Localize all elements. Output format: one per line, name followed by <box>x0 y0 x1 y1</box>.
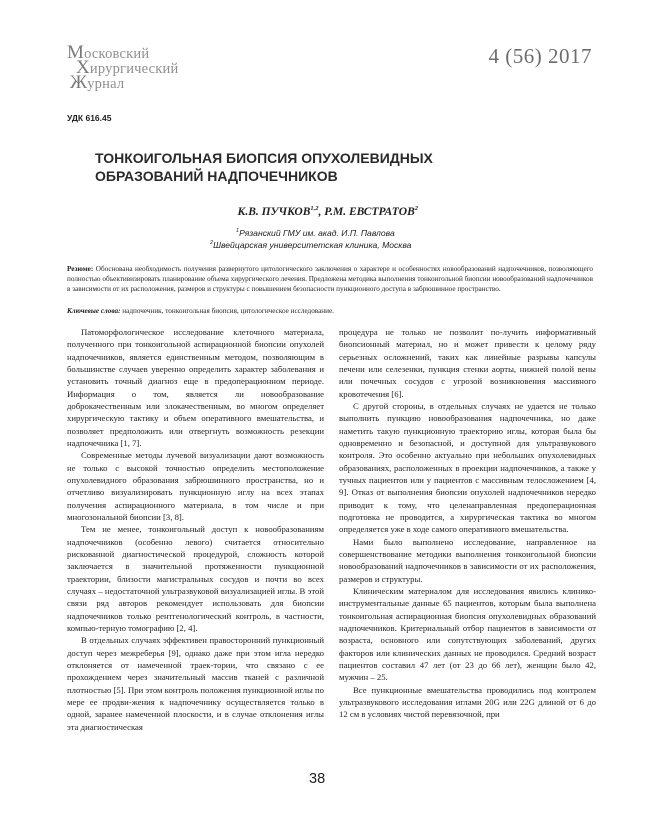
article-title <box>95 149 515 185</box>
author-affiliation-mark: 1,2 <box>310 205 319 212</box>
keywords-label: Ключевые слова: <box>67 307 121 315</box>
paragraph: Патоморфологическое исследование клеточного материала, полученного при тонкоигольной аспирационной биопсии опухолей надпочечников, является единственным методом, позволяющим в большинстве случаев уверенно определить характер заболевания и установить точный диагноз еще в предоперационном периоде. Информация о том, является ли новообразование доброкачественным или злокачественным, во многом определяет хирургическую тактику и объем оперативного вмешательства, и позволяет предположить или отвергнуть возможность резекции надпочечника [1, 7]. <box>67 327 324 448</box>
paragraph: Все пункционные вмешательства проводились под контролем ультразвукового исследования иглами 20G или 22G длиной от 6 до 12 см в условиях чистой перевязочной, при <box>339 684 596 720</box>
title-line: ТОНКОИГОЛЬНАЯ БИОПСИЯ ОПУХОЛЕВИДНЫХ <box>95 150 433 166</box>
author-name: К.В. ПУЧКОВ <box>237 205 311 218</box>
body-column-left <box>67 326 324 733</box>
title-line: ОБРАЗОВАНИЙ НАДПОЧЕЧНИКОВ <box>95 168 338 184</box>
paragraph: процедура не только не позволит по-лучить информативный биопсионный материал, но и может привести к целому ряду серьезных осложнений, таких как линейные разрывы капсулы печени или селезенки, пункция стенки аорты, нижней полой вены или почечных сосудов с угрозой возникновения массивного кровотечения [6]. <box>339 327 596 399</box>
abstract <box>67 265 593 294</box>
affiliation-2: $^2$Швейцарская университетская клиника, Москва <box>210 240 412 250</box>
affiliation-1: $^1$Рязанский ГМУ им. акад. И.П. Павлова <box>236 228 395 238</box>
author-name: Р.М. ЕВСТРАТОВ <box>324 205 415 218</box>
logo-line-1: Московский <box>67 42 150 63</box>
paragraph: Нами было выполнено исследование, направленное на совершенствование методики выполнения тонкоигольной биопсии новообразований надпочечников в зависимости от их расположения, размеров и структуры. <box>339 536 596 584</box>
udc-code: УДК 616.45 <box>67 113 112 123</box>
author-separator: , <box>318 205 325 218</box>
abstract-label: Резюме: <box>67 265 94 273</box>
keywords <box>67 307 593 315</box>
logo-line-2: Хирургический <box>76 57 179 78</box>
paragraph: Клиническим материалом для исследования явились клинико-инструментальные данные 65 пациентов, которым была выполнена тонкоигольная аспирационная биопсия опухолевидных образований надпочечников. Критериальный отбор пациентов в зависимости от возраста, основного или сопутствующих заболеваний, других факторов или клинических данных не проводился. Средний возраст пациентов составил 47 лет (от 23 до 66 лет), женщин было 42, мужчин – 25. <box>339 585 596 683</box>
paragraph: С другой стороны, в отдельных случаях не удается не только выполнить пункцию новообразования надпочечника, но даже наметить такую пункционную траекторию иглы, которая была бы одновременно и безопасной, и доступной для ультразвукового контроля. Это особенно актуально при небольших опухолевидных образованиях, расположенных в проекции надпочечников, а также у тучных пациентов или у пациентов с массивным телосложением [4, 9]. Отказ от выполнения биопсии опухолей надпочечников нередко приводит к тому, что целенаправленная предоперационная подготовка не проводится, а хирургическая тактика во многом определяется уже в ходе самого оперативного вмешательства. <box>339 400 596 535</box>
abstract-text: Обоснована необходимость получения развернутого цитологического заключения о характере и особенностях новообразований надпочечников, позволяющего полностью объективизировать планирование объема хирургического лечения. Предложена методика выполнения тонкоигольной биопсии новообразований надпочечников в зависимости от их расположения, размеров и структуры с повышением безопасности пункционного доступа в забрюшинное пространство. <box>67 265 593 293</box>
issue-number: 4 (56) 2017 <box>488 44 592 68</box>
authors <box>238 205 418 218</box>
page-number: 38 <box>309 771 326 787</box>
paragraph: В отдельных случаях эффективен правосторонний пункционный доступ через межреберья [9], однако даже при этом игла нередко отклоняется от намеченной траек-тории, что связано с ее прохождением через значительный массив тканей с различной плотностью [5]. При этом контроль положения пункционной иглы по мере ее продви-жения к надпочечнику осуществляется только в одной, заранее намеченной плоскости, и в случае отклонения иглы эта диагностическая <box>67 635 325 732</box>
body-column-right <box>339 326 596 721</box>
journal-logo <box>67 42 207 92</box>
keywords-text: надпочечник, тонкоигольная биопсия, цитологическое исследование. <box>120 307 334 315</box>
paragraph: Современные методы лучевой визуализации дают возможность не только с высокой точностью определить местоположение опухолевидного образования забрюшинного пространства, но и отчетливо визуализировать пункционную иглу на всех этапах получения аспирационного материала, в том числе и при многозональной биопсии [3, 8]. <box>67 450 324 522</box>
author-affiliation-mark: 2 <box>414 205 418 212</box>
logo-line-3: Журнал <box>70 72 125 93</box>
paragraph: Тем не менее, тонкоигольный доступ к новообразованиям надпочечников (особенно левого) считается относительно рискованной диагностической процедурой, сложность которой заключается в значительной протяженности пункционной траектории, близости магистральных сосудов и почти во всех случаях – недостаточной ультразвуковой визуализацией иглы. В этой связи ряд авторов рекомендует использовать для биопсии надпочечников только рентгенологический контроль, в частности, компью-терную томографию [2, 4]. <box>67 524 324 633</box>
